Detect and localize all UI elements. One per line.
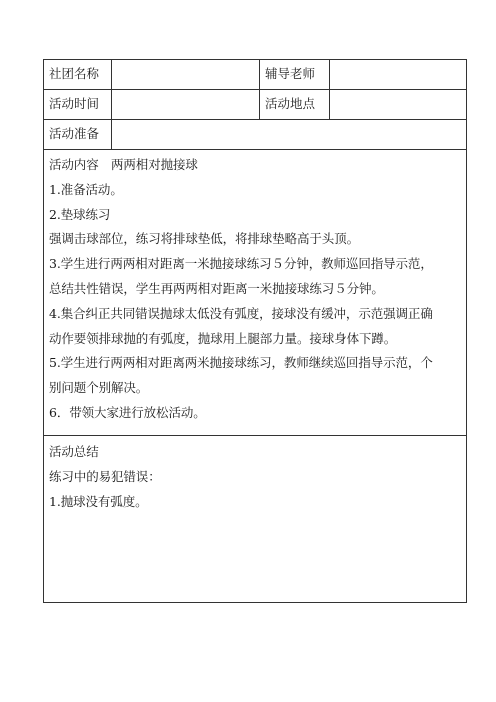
content-line: 5.学生进行两两相对距离两米抛接球练习，教师继续巡回指导示范，个	[49, 355, 433, 371]
content-line: 总结共性错误，学生再两两相对距离一米抛接球练习５分钟。	[49, 280, 384, 296]
content-line: 2.垫球练习	[49, 206, 111, 222]
summary-line: 1.抛球没有弧度。	[49, 494, 148, 509]
content-line: 动作要领排球抛的有弧度，抛球用上腿部力量。接球身体下蹲。	[49, 330, 397, 346]
time-field[interactable]	[112, 90, 260, 119]
prep-label: 活动准备	[44, 120, 112, 149]
activity-content-section	[44, 150, 466, 436]
advisor-label: 辅导老师	[260, 60, 330, 89]
content-heading: 活动内容 两两相对抛接球	[49, 157, 198, 172]
location-field[interactable]	[330, 90, 466, 119]
prep-field[interactable]	[112, 120, 466, 149]
location-label: 活动地点	[260, 90, 330, 119]
content-text	[44, 153, 466, 426]
club-name-field[interactable]	[112, 60, 260, 89]
preparation-row	[44, 120, 466, 150]
content-line: 3.学生进行两两相对距离一米抛接球练习５分钟，教师巡回指导示范，	[49, 256, 433, 272]
club-name-label: 社团名称	[44, 60, 112, 89]
content-line: 强调击球部位，练习将排球垫低，将排球垫略高于头顶。	[49, 231, 360, 247]
time-label: 活动时间	[44, 90, 112, 119]
activity-summary-section	[44, 439, 466, 514]
activity-record-form	[43, 59, 467, 603]
advisor-field[interactable]	[330, 60, 466, 89]
time-location-row	[44, 90, 466, 120]
content-line: 6．带领大家进行放松活动。	[49, 404, 206, 420]
summary-heading: 活动总结	[49, 444, 99, 459]
summary-line: 练习中的易犯错误：	[49, 469, 161, 484]
club-advisor-row	[44, 60, 466, 90]
content-line: 1.准备活动。	[49, 181, 123, 197]
content-line: 4.集合纠正共同错误抛球太低没有弧度，接球没有缓冲，示范强调正确	[49, 305, 433, 321]
content-line: 别问题个别解决。	[49, 380, 149, 396]
